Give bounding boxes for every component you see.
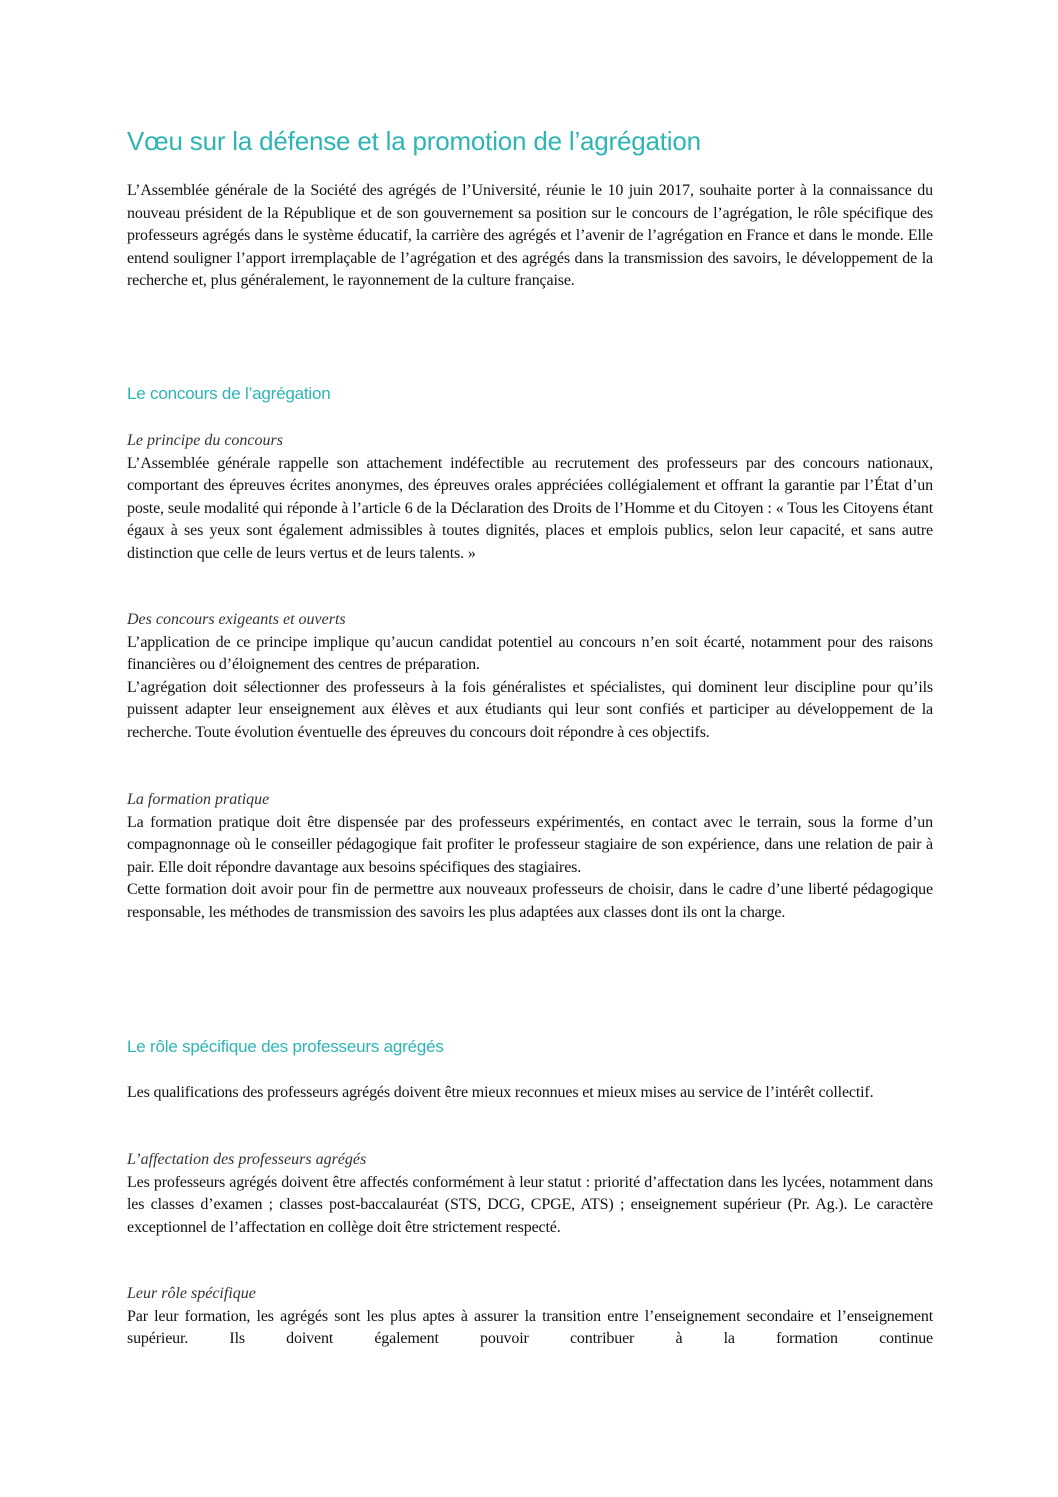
paragraph: L’Assemblée générale rappelle son attachement indéfectible au recrutement des professeurs par des concours nationaux, comportant des épreuves écrites anonymes, des épreuves orales appréciées collégialement et offrant la garantie par l’État d’un poste, seule modalité qui réponde à l’article 6 de la Déclaration des Droits de l’Homme et du Citoyen : « Tous les Citoyens étant égaux à ses yeux sont également admissibles à toutes dignités, places et emplois publics, selon leur capacité, et sans autre distinction que celle de leurs vertus et de leurs talents. » <box>127 454 933 562</box>
intro-block <box>127 180 933 293</box>
subsection-heading: L’affectation des professeurs agrégés <box>127 1151 367 1168</box>
subsection-role <box>127 1283 933 1351</box>
paragraph: L’application de ce principe implique qu’aucun candidat potentiel au concours n’en soit écarté, notamment pour des raisons financières ou d’éloignement des centres de préparation. <box>127 633 933 673</box>
subsection-affectation <box>127 1149 933 1239</box>
subsection-heading: Leur rôle spécifique <box>127 1285 256 1302</box>
subsection-principe <box>127 430 933 565</box>
section-heading-role: Le rôle spécifique des professeurs agrégés <box>127 1037 444 1056</box>
subsection-heading: Le principe du concours <box>127 432 283 449</box>
subsection-heading: La formation pratique <box>127 791 270 808</box>
paragraph: L’agrégation doit sélectionner des professeurs à la fois généralistes et spécialistes, qui dominent leur discipline pour qu’ils puissent adapter leur enseignement aux élèves et aux étudiants qui leur sont confiés et participer au développement de la recherche. Toute évolution éventuelle des épreuves du concours doit répondre à ces objectifs. <box>127 678 933 741</box>
document-title: Vœu sur la défense et la promotion de l’agrégation <box>127 126 701 156</box>
paragraph: Cette formation doit avoir pour fin de permettre aux nouveaux professeurs de choisir, dans le cadre d’une liberté pédagogique responsable, les méthodes de transmission des savoirs les plus adaptées aux classes dont ils ont la charge. <box>127 881 933 921</box>
paragraph: Par leur formation, les agrégés sont les plus aptes à assurer la transition entre l’enseignement secondaire et l’enseignement supérieur. Ils doivent également pouvoir contribuer à la formation continue <box>127 1307 933 1347</box>
subsection-formation <box>127 789 933 924</box>
subsection-exigeants <box>127 609 933 744</box>
section-intro: Les qualifications des professeurs agrégés doivent être mieux reconnues et mieux mises au service de l’intérêt collectif. <box>127 1084 874 1101</box>
section-intro-block <box>127 1082 933 1105</box>
paragraph: La formation pratique doit être dispensée par des professeurs expérimentés, en contact avec le terrain, sous la forme d’un compagnonnage où le conseiller pédagogique fait profiter le professeur stagiaire de son expérience, dans une relation de pair à pair. Elle doit répondre davantage aux besoins spécifiques des stagiaires. <box>127 813 933 876</box>
section-heading-concours: Le concours de l’agrégation <box>127 384 331 403</box>
intro-paragraph: L’Assemblée générale de la Société des agrégés de l’Université, réunie le 10 juin 2017, souhaite porter à la connaissance du nouveau président de la République et de son gouvernement sa position sur le concours de l’agrégation, le rôle spécifique des professeurs agrégés dans le système éducatif, la carrière des agrégés et l’avenir de l’agrégation en France et dans le monde. Elle entend souligner l’apport irremplaçable de l’agrégation et des agrégés dans la transmission des savoirs, le développement de la recherche et, plus généralement, le rayonnement de la culture française. <box>127 182 933 289</box>
paragraph: Les professeurs agrégés doivent être affectés conformément à leur statut : priorité d’affectation dans les lycées, notamment dans les classes d’examen ; classes post-baccalauréat (STS, DCG, CPGE, ATS) ; enseignement supérieur (Pr. Ag.). Le caractère exceptionnel de l’affectation en collège doit être strictement respecté. <box>127 1173 933 1236</box>
subsection-heading: Des concours exigeants et ouverts <box>127 611 346 628</box>
